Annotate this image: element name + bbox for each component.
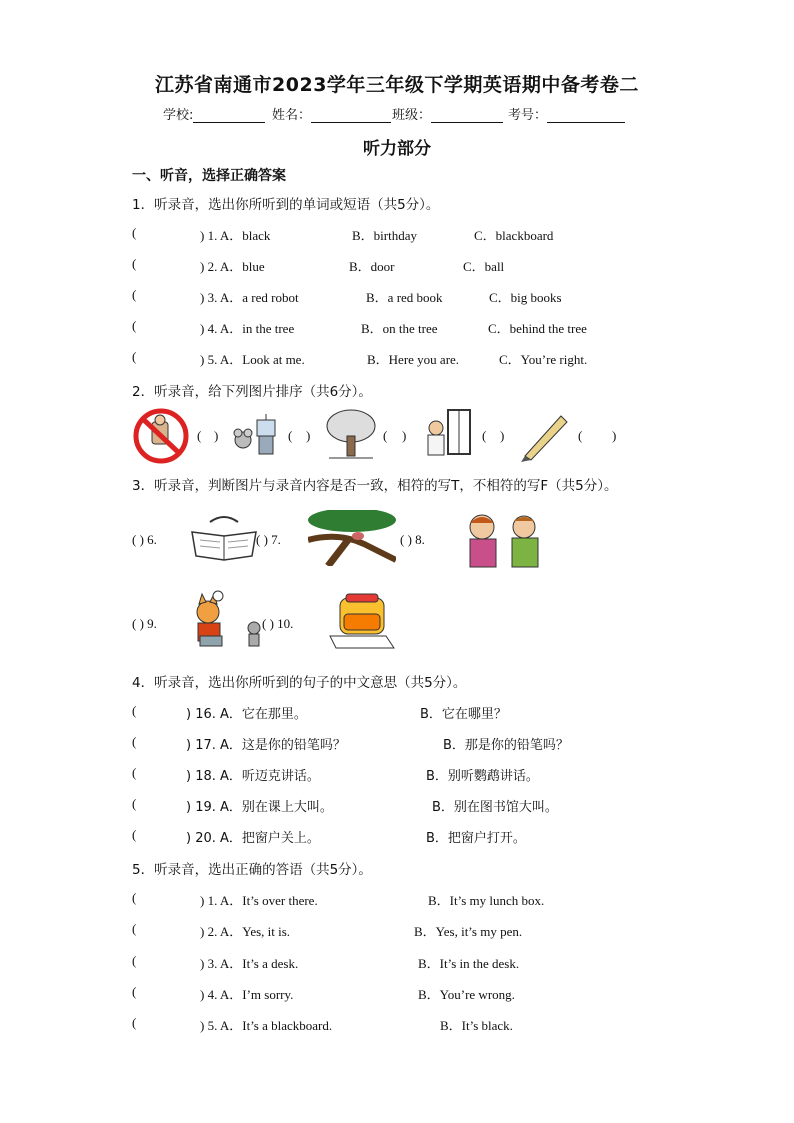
open-book-picture bbox=[190, 512, 258, 562]
q3-label-7: ( ) 7. bbox=[256, 532, 281, 547]
no-noise-sign-picture bbox=[132, 408, 190, 464]
page-title: 江苏省南通市2023学年三年级下学期英语期中备考卷二 bbox=[155, 74, 639, 96]
number-label: 考号： bbox=[508, 104, 625, 123]
boy-window-picture bbox=[418, 406, 476, 462]
section-heading: 一、听音，选择正确答案 bbox=[132, 168, 286, 184]
q2-instruction: 2．听录音，给下列图片排序（共6分）。 bbox=[132, 384, 372, 400]
bird-in-tree-picture bbox=[308, 510, 396, 566]
two-children-picture bbox=[452, 507, 556, 569]
pen-picture bbox=[517, 406, 573, 462]
q3-label-9: ( ) 9. bbox=[132, 616, 157, 631]
q4-instruction: 4．听录音，选出你所听到的句子的中文意思（共5分）。 bbox=[132, 675, 467, 691]
cat-and-mouse-picture bbox=[186, 588, 266, 650]
schoolbag-picture bbox=[326, 592, 398, 650]
part-heading: 听力部分 bbox=[363, 139, 431, 159]
q3-label-8: ( ) 8. bbox=[400, 532, 425, 547]
school-label: 学校: bbox=[163, 104, 265, 123]
mouse-robot-picture bbox=[229, 410, 283, 462]
q1-instruction: 1．听录音，选出你所听到的单词或短语（共5分）。 bbox=[132, 197, 440, 213]
q3-label-6: ( ) 6. bbox=[132, 532, 157, 547]
q3-instruction: 3．听录音，判断图片与录音内容是否一致，相符的写T，不相符的写F（共5分）。 bbox=[132, 478, 618, 494]
q3-label-10: ( ) 10. bbox=[262, 616, 294, 631]
class-label: 班级： bbox=[392, 104, 503, 123]
q5-instruction: 5．听录音，选出正确的答语（共5分）。 bbox=[132, 862, 372, 878]
tree-picture bbox=[323, 406, 379, 462]
name-label: 姓名： bbox=[272, 104, 391, 123]
